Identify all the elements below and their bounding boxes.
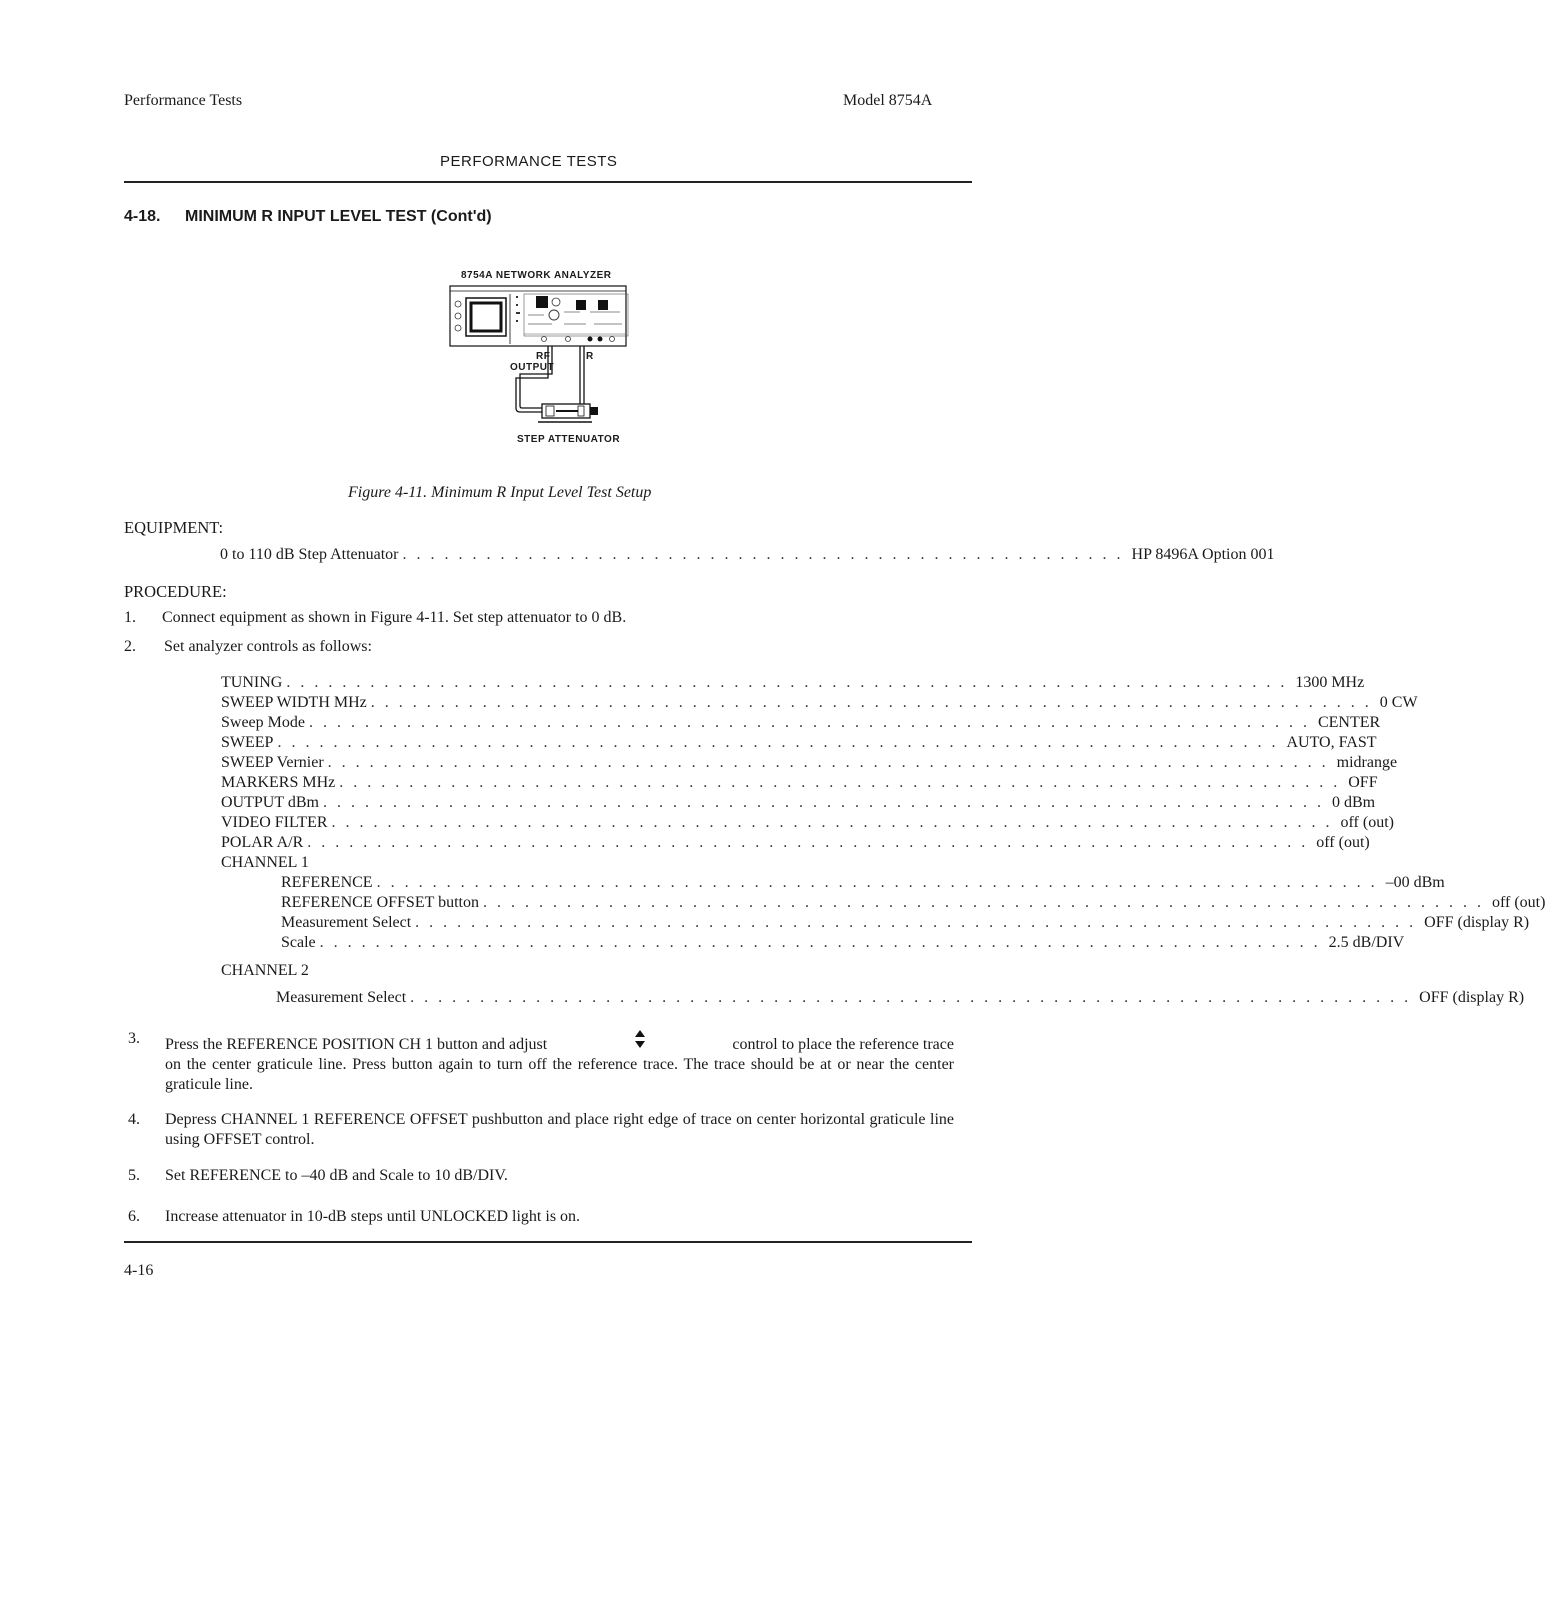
test-title: MINIMUM R INPUT LEVEL TEST (Cont'd) xyxy=(185,208,492,225)
page-number: 4-16 xyxy=(124,1262,154,1279)
setting-row: SWEEP WIDTH MHz . . . . . . . . . . . . . . . . . . . . . . . . . . . . . . . . . . . . . . . . . . . . . . . . . . . . . . . . . . . . . . . . . . . . . . . . 0 CW xyxy=(221,694,1418,711)
running-header-left: Performance Tests xyxy=(124,92,243,109)
setting-name: MARKERS MHz xyxy=(221,774,336,791)
r-input-connector-icon xyxy=(588,337,593,342)
step-text: Set REFERENCE to –40 dB and Scale to 10 dB/DIV. xyxy=(165,1167,508,1184)
setting-value: OFF (display R) xyxy=(1424,914,1530,931)
step-number: 5. xyxy=(128,1167,140,1184)
output-label: OUTPUT xyxy=(510,362,555,373)
step-3-text-a: Press the REFERENCE POSITION CH 1 button and adjust xyxy=(165,1036,548,1053)
channel-2-display-icon xyxy=(576,300,586,310)
step-number: 6. xyxy=(128,1208,140,1225)
step-number: 1. xyxy=(124,609,136,626)
test-number: 4-18. xyxy=(124,208,161,225)
attenuator-label: STEP ATTENUATOR xyxy=(517,434,621,445)
setting-name: OUTPUT dBm xyxy=(221,794,319,811)
step-text: Increase attenuator in 10-dB steps until UNLOCKED light is on. xyxy=(165,1208,581,1225)
setting-name: SWEEP WIDTH MHz xyxy=(221,694,367,711)
setting-value: 0 CW xyxy=(1379,694,1418,711)
step-number: 3. xyxy=(128,1030,140,1047)
figure-caption: Figure 4-11. Minimum R Input Level Test Setup xyxy=(348,484,652,501)
equipment-model: HP 8496A Option 001 xyxy=(1131,546,1275,563)
step-number: 2. xyxy=(124,638,136,655)
channel-1-label: CHANNEL 1 xyxy=(221,854,309,871)
channel-2-label: CHANNEL 2 xyxy=(221,962,309,979)
setting-value: 1300 MHz xyxy=(1295,674,1365,691)
step-3 xyxy=(124,1029,954,1091)
setting-row: MARKERS MHz . . . . . . . . . . . . . . . . . . . . . . . . . . . . . . . . . . . . . . . . . . . . . . . . . . . . . . . . . . . . . . . . . . . . . . . . OFF xyxy=(221,774,1378,791)
setting-row: SWEEP . . . . . . . . . . . . . . . . . . . . . . . . . . . . . . . . . . . . . . . . . . . . . . . . . . . . . . . . . . . . . . . . . . . . . . . . AUTO, FAST xyxy=(221,734,1377,751)
equipment-heading: EQUIPMENT: xyxy=(124,518,224,537)
channel-1-display-icon xyxy=(536,296,548,308)
setting-name: SWEEP Vernier xyxy=(221,754,324,771)
setting-value: OFF xyxy=(1348,774,1378,791)
setting-value: off (out) xyxy=(1316,834,1370,851)
setting-value: AUTO, FAST xyxy=(1286,734,1377,751)
setting-name: VIDEO FILTER xyxy=(221,814,328,831)
setting-value: midrange xyxy=(1336,754,1398,771)
setting-value: 2.5 dB/DIV xyxy=(1328,934,1405,951)
setting-row: POLAR A/R . . . . . . . . . . . . . . . . . . . . . . . . . . . . . . . . . . . . . . . . . . . . . . . . . . . . . . . . . . . . . . . . . . . . . . . . off (out) xyxy=(221,834,1370,851)
setting-name: TUNING xyxy=(221,674,283,691)
section-title: PERFORMANCE TESTS xyxy=(440,153,618,170)
setting-name: Scale xyxy=(281,934,316,951)
setting-value: 0 dBm xyxy=(1331,794,1376,811)
step-text: Set analyzer controls as follows: xyxy=(164,638,372,655)
setting-row: SWEEP Vernier . . . . . . . . . . . . . . . . . . . . . . . . . . . . . . . . . . . . . . . . . . . . . . . . . . . . . . . . . . . . . . . . . . . . . . . . midrange xyxy=(221,754,1398,771)
setting-name: SWEEP xyxy=(221,734,274,751)
setting-row: REFERENCE . . . . . . . . . . . . . . . . . . . . . . . . . . . . . . . . . . . . . . . . . . . . . . . . . . . . . . . . . . . . . . . . . . . . . . . . –00 dBm xyxy=(281,874,1445,891)
instrument-label: 8754A NETWORK ANALYZER xyxy=(461,270,612,281)
setting-name: Measurement Select xyxy=(281,914,412,931)
procedure-heading: PROCEDURE: xyxy=(124,582,227,601)
header-rule xyxy=(124,181,972,183)
step-3-text-c: on the center graticule line. Press button again to turn off the reference trace. The trace should be at or near the center graticule line. xyxy=(165,1056,954,1093)
step-number: 4. xyxy=(128,1111,140,1128)
setting-name: REFERENCE OFFSET button xyxy=(281,894,479,911)
setting-name: Sweep Mode xyxy=(221,714,305,731)
setting-name: POLAR A/R xyxy=(221,834,304,851)
setting-row: Measurement Select . . . . . . . . . . . . . . . . . . . . . . . . . . . . . . . . . . . . . . . . . . . . . . . . . . . . . . . . . . . . . . . . . . . . . . . . OFF (display R) xyxy=(276,989,1525,1006)
setting-value: CENTER xyxy=(1317,714,1381,731)
setting-row: REFERENCE OFFSET button . . . . . . . . . . . . . . . . . . . . . . . . . . . . . . . . . . . . . . . . . . . . . . . . . . . . . . . . . . . . . . . . . . . . . . . . off (out) xyxy=(281,894,1545,911)
equipment-name: 0 to 110 dB Step Attenuator xyxy=(220,546,399,563)
setting-name: REFERENCE xyxy=(281,874,373,891)
equipment-row: 0 to 110 dB Step Attenuator . . . . . . . . . . . . . . . . . . . . . . . . . . . . . . . . . . . . . . . . . . . . . . . . . . . . HP 8496A Option 001 xyxy=(220,546,1275,563)
rf-label: RF xyxy=(536,351,551,362)
setting-row: Scale . . . . . . . . . . . . . . . . . . . . . . . . . . . . . . . . . . . . . . . . . . . . . . . . . . . . . . . . . . . . . . . . . . . . . . . . 2.5 dB/DIV xyxy=(281,934,1405,951)
setting-value: –00 dBm xyxy=(1385,874,1445,891)
step-3-text-b: control to place the reference trace xyxy=(732,1036,954,1053)
setting-row: VIDEO FILTER . . . . . . . . . . . . . . . . . . . . . . . . . . . . . . . . . . . . . . . . . . . . . . . . . . . . . . . . . . . . . . . . . . . . . . . . off (out) xyxy=(221,814,1394,831)
step-text: Connect equipment as shown in Figure 4-11. Set step attenuator to 0 dB. xyxy=(162,609,627,626)
running-header-right: Model 8754A xyxy=(843,92,933,109)
setting-row: Measurement Select . . . . . . . . . . . . . . . . . . . . . . . . . . . . . . . . . . . . . . . . . . . . . . . . . . . . . . . . . . . . . . . . . . . . . . . . OFF (display R) xyxy=(281,914,1530,931)
step-text: Depress CHANNEL 1 REFERENCE OFFSET pushbutton and place right edge of trace on center horizontal graticule line using OFFSET control. xyxy=(165,1111,954,1148)
setting-value: off (out) xyxy=(1491,894,1545,911)
footer-rule xyxy=(124,1241,972,1243)
r-label: R xyxy=(586,351,594,362)
setting-row: TUNING . . . . . . . . . . . . . . . . . . . . . . . . . . . . . . . . . . . . . . . . . . . . . . . . . . . . . . . . . . . . . . . . . . . . . . . . 1300 MHz xyxy=(221,674,1365,691)
up-down-arrow-icon xyxy=(634,1029,646,1049)
setting-row: OUTPUT dBm . . . . . . . . . . . . . . . . . . . . . . . . . . . . . . . . . . . . . . . . . . . . . . . . . . . . . . . . . . . . . . . . . . . . . . . . 0 dBm xyxy=(221,794,1376,811)
setting-value: off (out) xyxy=(1340,814,1394,831)
setting-name: Measurement Select xyxy=(276,989,407,1006)
setting-row: Sweep Mode . . . . . . . . . . . . . . . . . . . . . . . . . . . . . . . . . . . . . . . . . . . . . . . . . . . . . . . . . . . . . . . . . . . . . . . . CENTER xyxy=(221,714,1381,731)
setting-value: OFF (display R) xyxy=(1419,989,1525,1006)
